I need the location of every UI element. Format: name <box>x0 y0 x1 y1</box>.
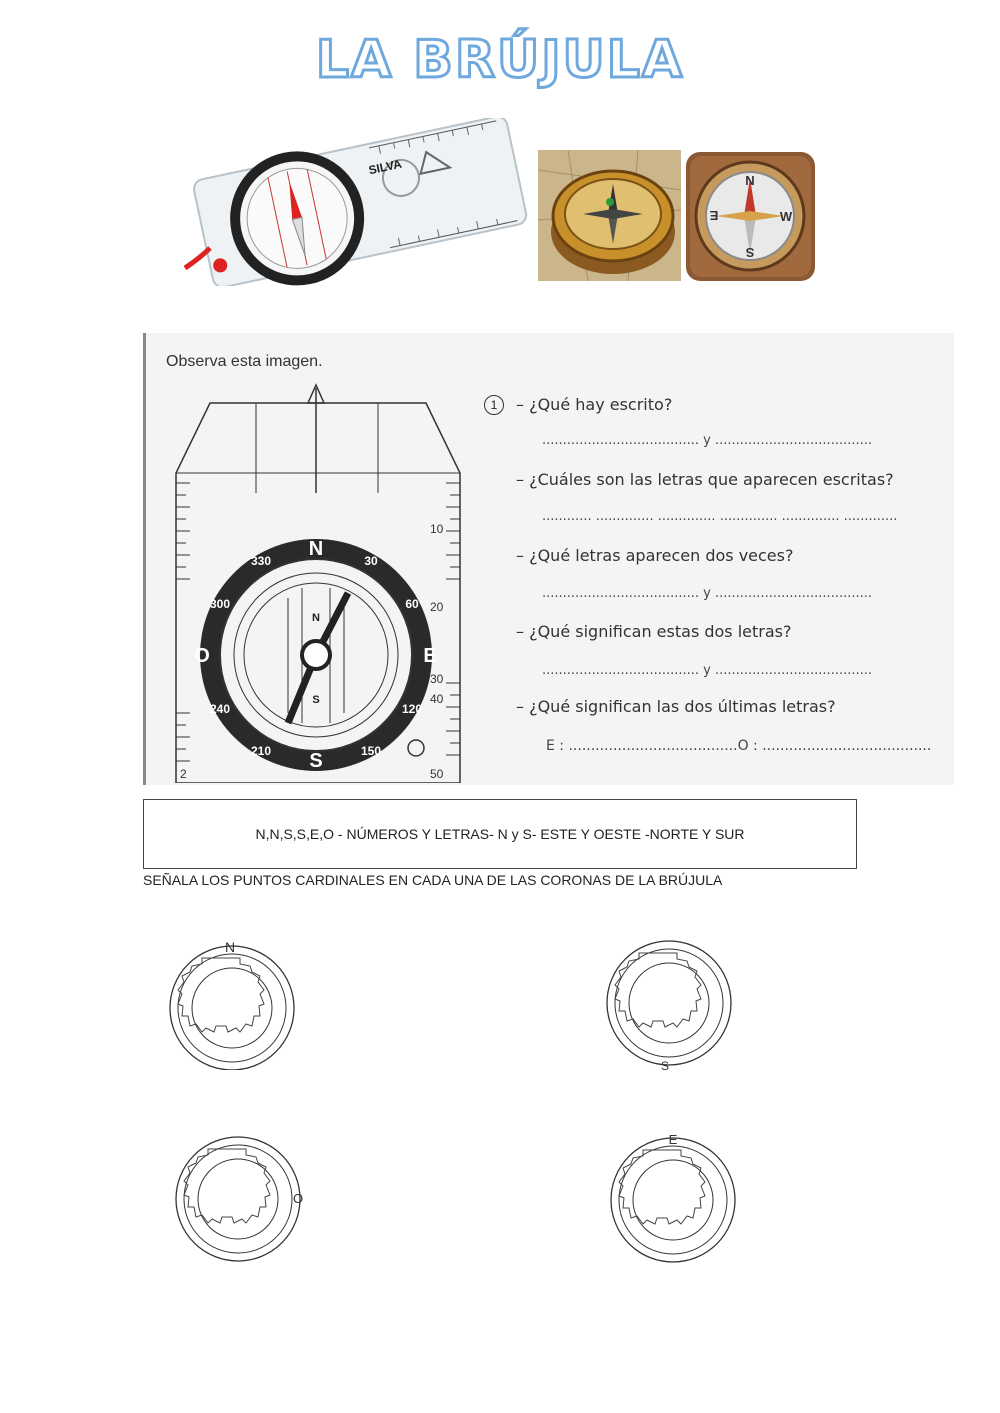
ruler-number: 40 <box>430 692 444 706</box>
answer-blank-5: E : ......................................O : ...................................... <box>546 738 932 754</box>
worksheet-scan <box>143 333 954 785</box>
question-2: – ¿Cuáles son las letras que aparecen escritas? <box>516 470 894 489</box>
compass-letter-s: S <box>309 750 323 772</box>
compass-letter-n: N <box>308 538 324 560</box>
question-4: – ¿Qué significan estas dos letras? <box>516 622 792 641</box>
app-letter-n: N <box>745 173 755 188</box>
ring-bottom-left <box>170 1127 315 1272</box>
baseplate-compass-photo <box>180 118 530 286</box>
answer-blank-4: ...................................... y ...................................... <box>542 663 873 678</box>
ruler-number: 10 <box>430 522 444 536</box>
answer-blank-1: ...................................... y ...................................... <box>542 433 873 448</box>
question-3: – ¿Qué letras aparecen dos veces? <box>516 546 794 565</box>
ring-letter: E <box>668 1132 678 1147</box>
silva-logo: SILVA <box>367 156 404 178</box>
instruction-text: SEÑALA LOS PUNTOS CARDINALES EN CADA UNA DE LAS CORONAS DE LA BRÚJULA <box>143 872 723 888</box>
ring-top-left <box>162 940 302 1070</box>
bezel-number: 210 <box>250 744 272 758</box>
worksheet-intro: Observa esta imagen. <box>166 353 323 370</box>
ruler-number: 50 <box>430 767 444 781</box>
answer-bank-box: N,N,S,S,E,O - NÚMEROS Y LETRAS- N y S- ESTE Y OESTE -NORTE Y SUR <box>143 799 857 869</box>
bezel-number: 30 <box>364 554 378 568</box>
ring-letter: O <box>292 1191 304 1206</box>
bezel-number: 330 <box>250 554 272 568</box>
bezel-number: 60 <box>405 597 419 611</box>
answer-blank-2: ............ .............. .............. .............. .............. ............. <box>542 509 898 524</box>
question-1: – ¿Qué hay escrito? <box>516 395 673 414</box>
ring-bottom-right <box>603 1128 748 1273</box>
page-title: LA BRÚJULA <box>315 30 685 90</box>
app-letter-w: W <box>779 209 793 224</box>
app-letter-s: S <box>745 245 755 260</box>
bezel-number: 120 <box>401 702 423 716</box>
compass-letter-e: E <box>423 645 437 667</box>
ruler-number: 2 <box>180 767 187 781</box>
ruler-number: 20 <box>430 600 444 614</box>
needle-letter-s: S <box>312 694 320 706</box>
compass-app-icon <box>686 152 815 281</box>
question-number-badge: 1 <box>484 395 504 415</box>
compass-letter-o: O <box>194 645 210 667</box>
app-letter-e: E <box>709 208 719 223</box>
ring-letter: S <box>660 1059 670 1073</box>
ring-letter: N <box>224 940 236 955</box>
bezel-number: 300 <box>209 597 231 611</box>
bezel-number: 240 <box>209 702 231 716</box>
ring-top-right <box>594 938 744 1073</box>
question-5: – ¿Qué significan las dos últimas letras? <box>516 697 836 716</box>
compass-diagram <box>168 383 468 783</box>
answer-blank-3: ...................................... y ...................................... <box>542 586 873 601</box>
bezel-number: 150 <box>360 744 382 758</box>
ruler-number: 30 <box>430 672 444 686</box>
antique-compass-photo <box>538 150 681 281</box>
needle-letter-n: N <box>312 612 320 624</box>
